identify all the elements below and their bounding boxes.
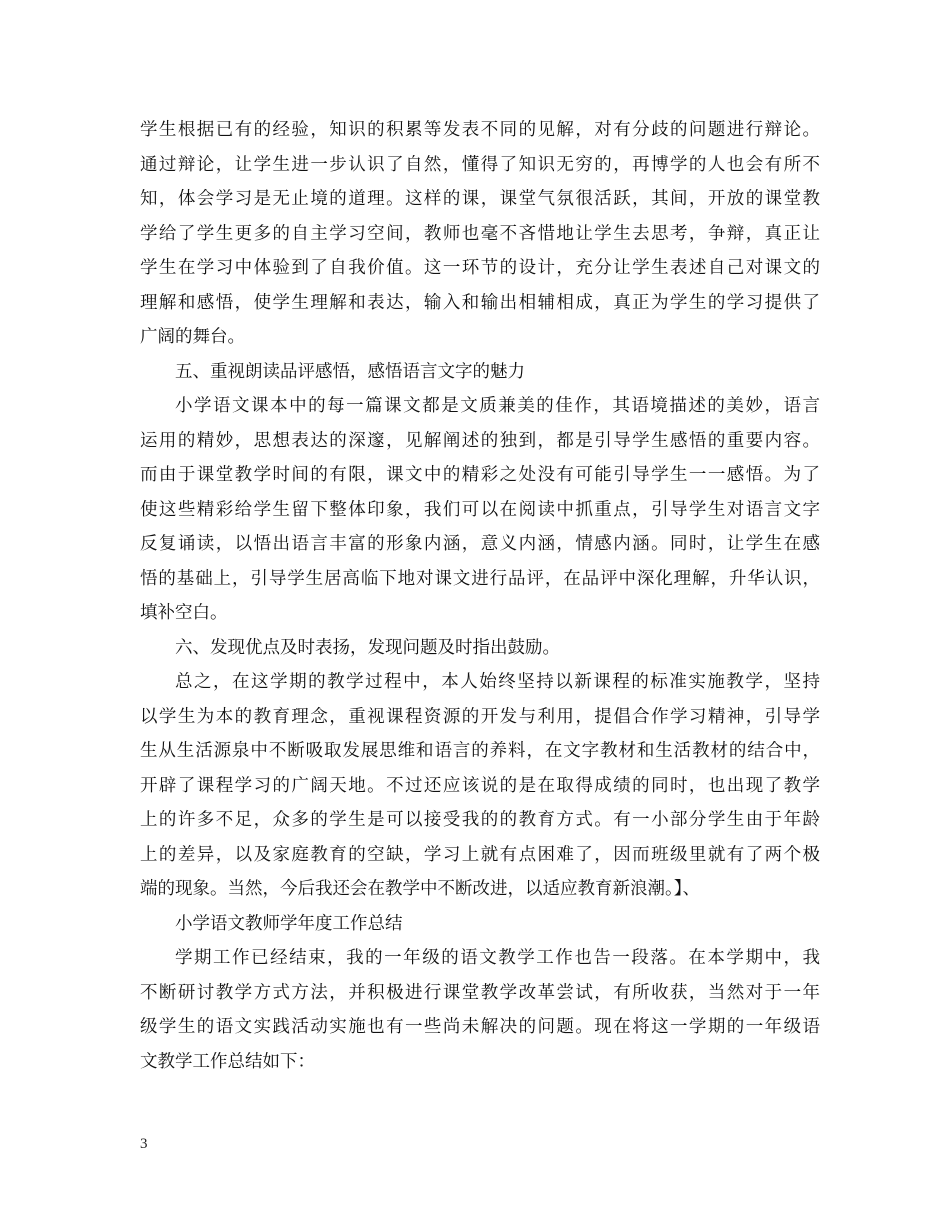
- text-line: 运用的精妙，思想表达的深邃，见解阐述的独到，都是引导学生感悟的重要内容。: [140, 430, 820, 451]
- text-line: 小学语文课本中的每一篇课文都是文质兼美的佳作，其语境描述的美妙，语言: [175, 396, 820, 416]
- text-line: 以学生为本的教育理念，重视课程资源的开发与利用，提倡合作学习精神，引导学: [140, 706, 820, 727]
- text-line: 学生根据已有的经验，知识的积累等发表不同的见解，对有分歧的问题进行辩论。: [140, 120, 820, 140]
- text-line: 上的许多不足，众多的学生是可以接受我的的教育方式。有一小部分学生由于年龄: [140, 810, 820, 830]
- text-line: 不断研讨教学方式方法，并积极进行课堂教学改革尝试，有所收获，当然对于一年: [140, 982, 820, 1003]
- text-line: 广阔的舞台。: [140, 327, 245, 347]
- text-line: 知，体会学习是无止境的道理。这样的课，课堂气氛很活跃，其间，开放的课堂教: [140, 189, 820, 209]
- text-line: 总之，在这学期的教学过程中，本人始终坚持以新课程的标准实施教学，坚持: [175, 672, 820, 692]
- text-line: 使这些精彩给学生留下整体印象，我们可以在阅读中抓重点，引导学生对语言文字: [140, 499, 820, 520]
- text-line: 文教学工作总结如下：: [140, 1051, 315, 1072]
- document-body: [140, 113, 820, 1079]
- text-line: 悟的基础上，引导学生居高临下地对课文进行品评，在品评中深化理解，升华认识，: [140, 568, 820, 589]
- text-line: 通过辩论，让学生进一步认识了自然，懂得了知识无穷的，再博学的人也会有所不: [140, 154, 820, 175]
- text-line: 开辟了课程学习的广阔天地。不过还应该说的是在取得成绩的同时，也出现了教学: [140, 775, 820, 796]
- text-line: 小学语文教师学年度工作总结: [175, 913, 403, 934]
- text-line: 填补空白。: [140, 603, 228, 623]
- text-line: 学期工作已经结束，我的一年级的语文教学工作也告一段落。在本学期中，我: [175, 948, 820, 968]
- text-line: 生从生活源泉中不断吸取发展思维和语言的养料，在文字教材和生活教材的结合中，: [140, 741, 820, 761]
- text-line: 学生在学习中体验到了自我价值。这一环节的设计，充分让学生表述自己对课文的: [140, 258, 820, 278]
- page-number: 3: [140, 1136, 148, 1152]
- text-line: 学给了学生更多的自主学习空间，教师也毫不吝惜地让学生去思考，争辩，真正让: [140, 223, 820, 244]
- text-line: 理解和感悟，使学生理解和表达，输入和输出相辅相成，真正为学生的学习提供了: [140, 292, 820, 313]
- text-line: 而由于课堂教学时间的有限，课文中的精彩之处没有可能引导学生一一感悟。为了: [140, 465, 820, 485]
- text-line: 五、重视朗读品评感悟，感悟语言文字的魅力: [175, 361, 525, 382]
- text-line: 六、发现优点及时表扬，发现问题及时指出鼓励。: [175, 637, 560, 658]
- text-line: 端的现象。当然，今后我还会在教学中不断改进，以适应教育新浪潮。】、: [140, 879, 700, 899]
- text-line: 反复诵读，以悟出语言丰富的形象内涵，意义内涵，情感内涵。同时，让学生在感: [140, 534, 820, 554]
- text-line: 级学生的语文实践活动实施也有一些尚未解决的问题。现在将这一学期的一年级语: [140, 1017, 820, 1037]
- text-line: 上的差异，以及家庭教育的空缺，学习上就有点困难了，因而班级里就有了两个极: [140, 844, 820, 865]
